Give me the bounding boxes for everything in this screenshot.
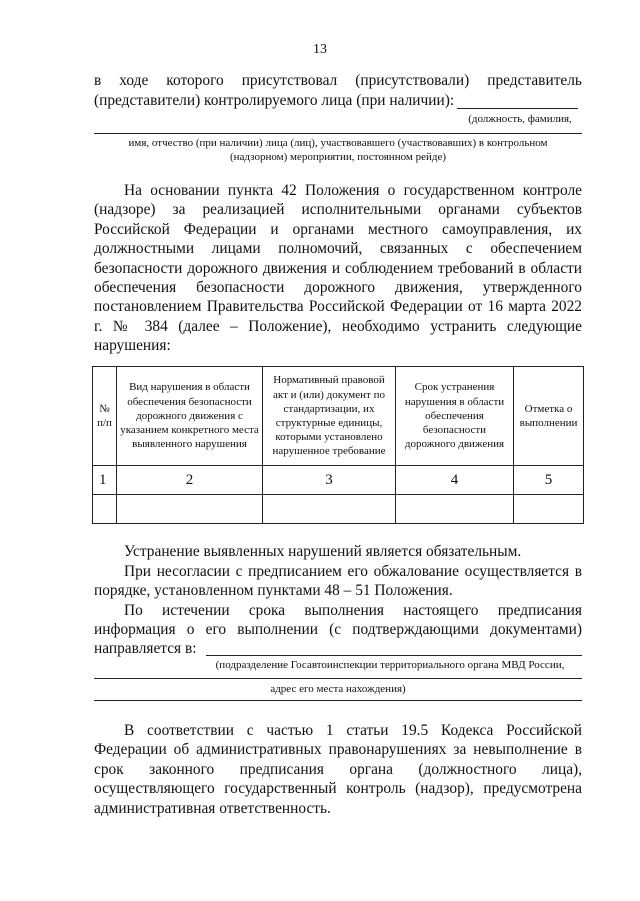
caption-participant-line-1: имя, отчество (при наличии) лица (лиц), участвовавшего (участвовавших) в контрольном — [128, 137, 548, 149]
table-cell — [117, 495, 263, 524]
blank-line — [94, 700, 582, 701]
word: его — [205, 621, 227, 638]
liability-paragraph: В соответствии с частью 1 статьи 19.5 Кодекса Российской Федерации об административных правонарушениях за невыполнение в срок законного предписания органа (должностного лица), осуществляющего государственный контроль (надзор), предусмотрена административная ответственность. — [94, 722, 582, 817]
intro-line-1 — [94, 71, 582, 90]
table-row — [93, 495, 584, 524]
table-header-row — [93, 367, 584, 466]
column-number: 1 — [93, 466, 117, 495]
word: представитель — [487, 72, 582, 89]
word: истечении — [162, 602, 230, 619]
word: срока — [248, 602, 286, 619]
column-number: 3 — [263, 466, 396, 495]
column-number: 5 — [514, 466, 584, 495]
blank-line — [94, 678, 582, 679]
word: подтверждающими — [352, 621, 479, 638]
word: документами) — [490, 621, 582, 638]
word: информация — [94, 621, 176, 638]
word: По — [124, 602, 143, 619]
word: о — [186, 621, 195, 638]
page-number: 13 — [313, 42, 327, 57]
header-legal-act: Нормативный правовой акт и (или) документ по стандартизации, их структурные единицы, которыми установлено нарушенное требование — [263, 367, 396, 466]
caption-address: адрес его места нахождения) — [270, 683, 406, 695]
table-cell — [396, 495, 514, 524]
word: настоящего — [403, 602, 479, 619]
word: (с — [329, 621, 342, 638]
table-cell — [263, 495, 396, 524]
caption-gai-unit: (подразделение Госавтоинспекции территориального органа МВД России, — [215, 659, 565, 671]
intro-line-2: (представители) контролируемого лица (при наличии): — [94, 92, 455, 109]
caption-position-name: (должность, фамилия, — [468, 113, 572, 125]
word: предписания — [497, 602, 582, 619]
info-line-2 — [94, 620, 582, 639]
word: ходе — [119, 72, 149, 89]
word: выполнения — [304, 602, 384, 619]
info-line-3: направляется в: — [94, 640, 197, 657]
column-number: 4 — [396, 466, 514, 495]
word: присутствовал — [241, 72, 338, 89]
table-cell — [514, 495, 584, 524]
header-number: № п/п — [93, 367, 117, 466]
appeal-paragraph: При несогласии с предписанием его обжалование осуществляется в порядке, установленном пунктами 48 – 51 Положения. — [94, 563, 582, 600]
blank-line — [457, 108, 578, 109]
basis-paragraph: На основании пункта 42 Положения о государственном контроле (надзоре) за реализацией исполнительными органами субъектов Российской Федерации и органами местного самоуправления, их должностными лицами полномочий, связанных с обеспечением безопасности дорожного движения и соблюдением требований в области обеспечения безопасности дорожного движения, утвержденного постановлением Правительства Российской Федерации от 16 марта 2022 г. № 384 (далее – Положение), необходимо устранить следующие нарушения: — [94, 182, 582, 355]
mandatory-statement: Устранение выявленных нарушений является обязательным. — [124, 543, 522, 560]
info-line-1 — [94, 601, 582, 620]
header-violation-type: Вид нарушения в области обеспечения безопасности дорожного движения с указанием конкретного места выявленного нарушения — [117, 367, 263, 466]
word: которого — [166, 72, 224, 89]
word: выполнении — [237, 621, 319, 638]
blank-line — [206, 655, 582, 656]
header-deadline: Срок устранения нарушения в области обеспечения безопасности дорожного движения — [396, 367, 514, 466]
blank-line — [94, 133, 582, 134]
table-numbering-row — [93, 466, 584, 495]
violations-table — [92, 366, 584, 524]
column-number: 2 — [117, 466, 263, 495]
table-cell — [93, 495, 117, 524]
caption-participant-line-2: (надзорном) мероприятии, постоянном рейде) — [230, 151, 446, 163]
header-completion-mark: Отметка о выполнении — [514, 367, 584, 466]
word: (присутствовали) — [355, 72, 470, 89]
word: в — [94, 72, 102, 89]
